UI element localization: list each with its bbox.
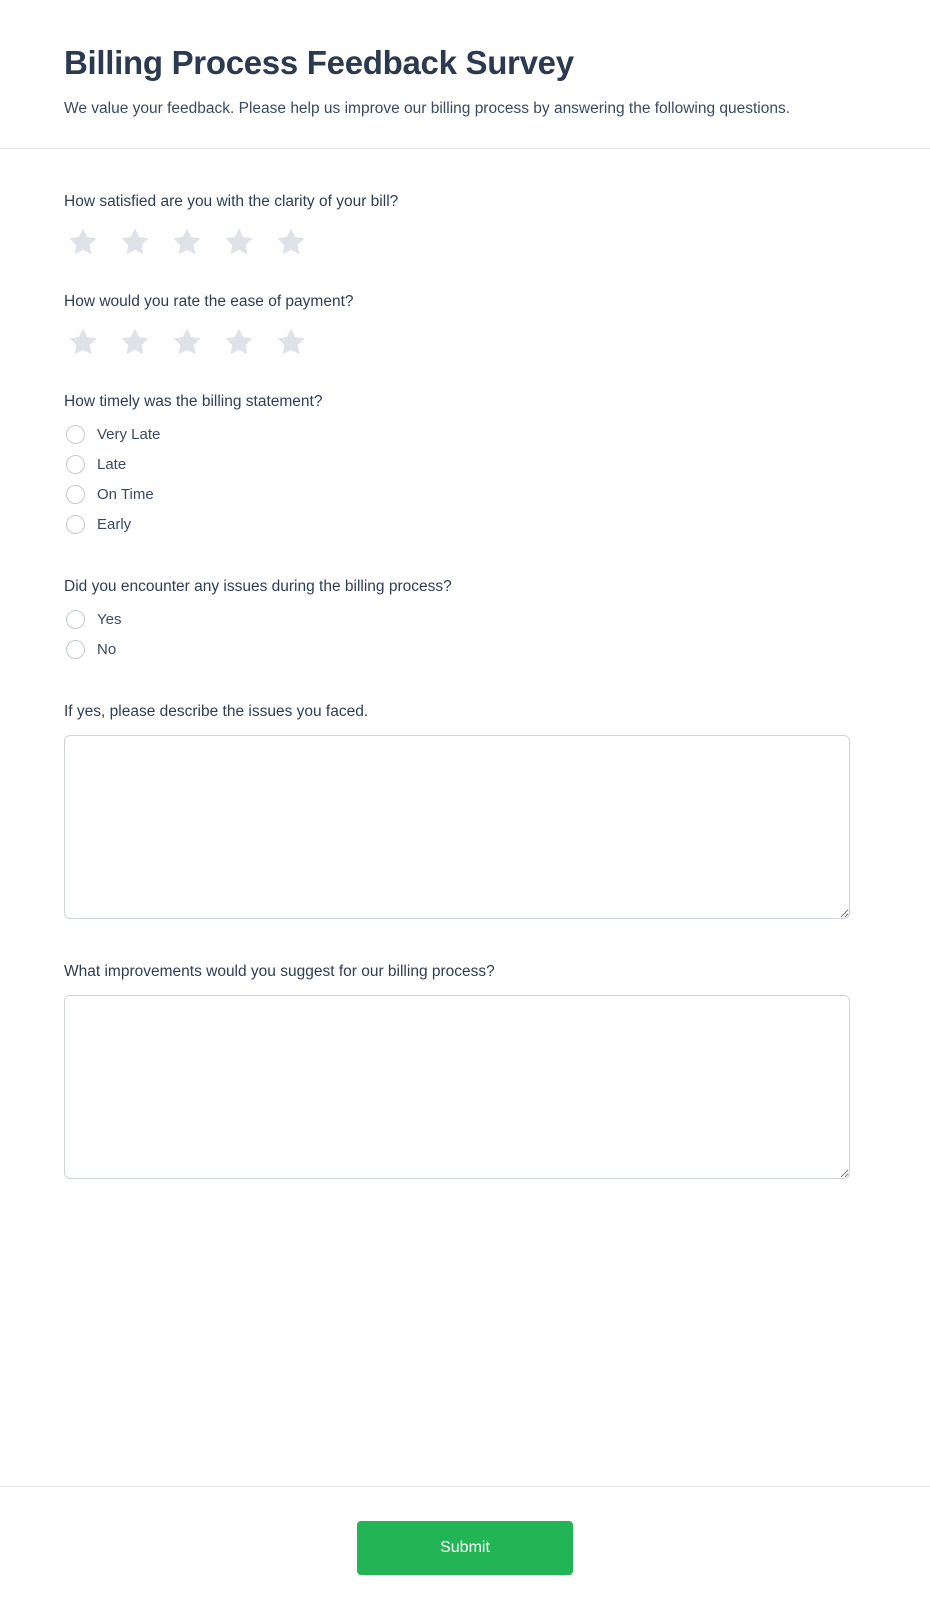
star-icon[interactable] — [274, 225, 308, 259]
radio-label: Very Late — [97, 425, 161, 443]
radio-label: On Time — [97, 485, 154, 503]
radio-option-on-time[interactable] — [64, 485, 866, 504]
radio-option-very-late[interactable] — [64, 425, 866, 444]
radio-icon[interactable] — [66, 455, 85, 474]
star-icon[interactable] — [118, 225, 152, 259]
radio-icon[interactable] — [66, 515, 85, 534]
question-label: How timely was the billing statement? — [64, 392, 323, 410]
question-label: What improvements would you suggest for our billing process? — [64, 962, 495, 980]
star-icon[interactable] — [66, 325, 100, 359]
form-footer — [0, 1486, 930, 1615]
radio-option-no[interactable] — [64, 640, 866, 659]
star-icon[interactable] — [222, 225, 256, 259]
star-icon[interactable] — [118, 325, 152, 359]
question-improvement-suggestions — [64, 963, 866, 1179]
radio-option-yes[interactable] — [64, 610, 866, 629]
star-rating-ease-of-payment[interactable] — [66, 325, 866, 359]
question-label: If yes, please describe the issues you faced. — [64, 702, 369, 720]
radio-icon[interactable] — [66, 425, 85, 444]
submit-button[interactable]: Submit — [357, 1521, 573, 1575]
page-title: Billing Process Feedback Survey — [64, 44, 574, 81]
question-label: How satisfied are you with the clarity of your bill? — [64, 192, 399, 210]
page-header — [0, 0, 930, 149]
question-issue-description — [64, 703, 866, 919]
radio-label: No — [97, 640, 117, 658]
radio-label: Early — [97, 515, 132, 533]
question-timeliness — [64, 393, 866, 534]
star-icon[interactable] — [170, 225, 204, 259]
radio-option-late[interactable] — [64, 455, 866, 474]
radio-label: Yes — [97, 610, 122, 628]
radio-icon[interactable] — [66, 610, 85, 629]
star-rating-clarity[interactable] — [66, 225, 866, 259]
question-clarity-rating — [64, 193, 866, 259]
improvement-suggestions-input[interactable] — [64, 995, 850, 1179]
radio-icon[interactable] — [66, 485, 85, 504]
radio-label: Late — [97, 455, 127, 473]
radio-option-early[interactable] — [64, 515, 866, 534]
survey-form — [0, 149, 930, 1486]
star-icon[interactable] — [66, 225, 100, 259]
issue-description-input[interactable] — [64, 735, 850, 919]
radio-group-timeliness — [64, 425, 866, 534]
star-icon[interactable] — [170, 325, 204, 359]
question-label: How would you rate the ease of payment? — [64, 292, 354, 310]
question-ease-of-payment-rating — [64, 293, 866, 359]
question-issues-encountered — [64, 578, 866, 659]
star-icon[interactable] — [274, 325, 308, 359]
page-subtitle: We value your feedback. Please help us improve our billing process by answering the following questions. — [64, 100, 791, 117]
radio-group-issues-encountered — [64, 610, 866, 659]
question-label: Did you encounter any issues during the billing process? — [64, 577, 452, 595]
radio-icon[interactable] — [66, 640, 85, 659]
star-icon[interactable] — [222, 325, 256, 359]
